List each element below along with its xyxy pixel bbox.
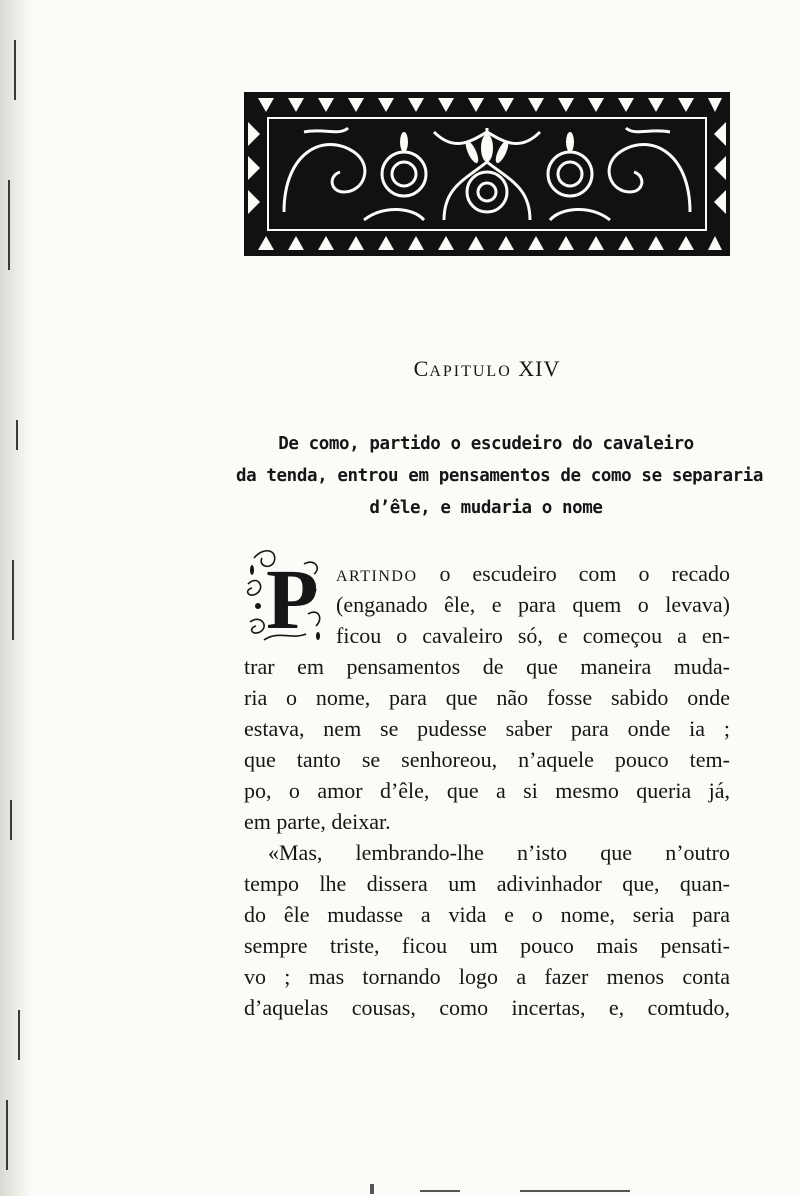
gutter-speck [6,1100,8,1170]
text-line: ficou o cavaleiro só, e começou a en- [336,623,730,648]
gutter-speck [16,420,18,450]
text-line: estava, nem se pudesse saber para onde ia ; [244,716,730,741]
text-line: trar em pensamentos de que maneira muda- [244,654,730,679]
text-line: «Mas, lembrando-lhe n’isto que n’outro [268,840,730,865]
gutter-speck [12,560,14,640]
text-line: (enganado êle, e para quem o levava) [336,592,730,617]
dropcap-continuation: ARTINDO [336,568,418,585]
body-text [244,558,730,1023]
page-bottom-marks [360,1180,660,1196]
text-line: sempre triste, ficou um pouco mais pensati- [244,933,730,958]
text-line: do êle mudasse a vida e o nome, seria para [244,902,730,927]
chapter-first-letter: C [413,356,430,381]
gutter-speck [10,800,12,840]
subtitle-line: d’êle, e mudaria o nome [369,498,603,518]
text-line [244,558,730,589]
gutter-speck [18,1010,20,1060]
text-line: po, o amor d’êle, que a si mesmo queria já, [244,778,730,803]
text-line: vo ; mas tornando logo a fazer menos conta [244,964,730,989]
bottom-mark [420,1190,460,1192]
page-gutter-shadow [0,0,34,1196]
chapter-word-rest: APITULO [429,363,512,380]
gutter-speck [14,40,16,100]
subtitle-line: da tenda, entrou em pensamentos de como se separaria [236,466,764,486]
bottom-mark [520,1190,630,1192]
text-line: ria o nome, para que não fosse sabido onde [244,685,730,710]
ornamental-headpiece-icon [244,92,730,256]
gutter-speck [8,180,10,270]
text-line: em parte, deixar. [244,809,391,834]
text-line: tempo lhe dissera um adivinhador que, quan- [244,871,730,896]
chapter-heading [244,356,730,382]
text-line: que tanto se senhoreou, n’aquele pouco tem- [244,747,730,772]
chapter-numeral: XIV [518,356,561,381]
text-line-content: o escudeiro com o recado [439,561,730,586]
headpiece-ornament [244,92,730,256]
dropcap-letter: P [266,551,319,644]
chapter-subtitle [236,428,764,524]
subtitle-line: De como, partido o escudeiro do cavaleiro [278,434,694,454]
text-line: d’aquelas cousas, como incertas, e, comtudo, [244,995,730,1020]
bottom-mark [370,1184,374,1194]
